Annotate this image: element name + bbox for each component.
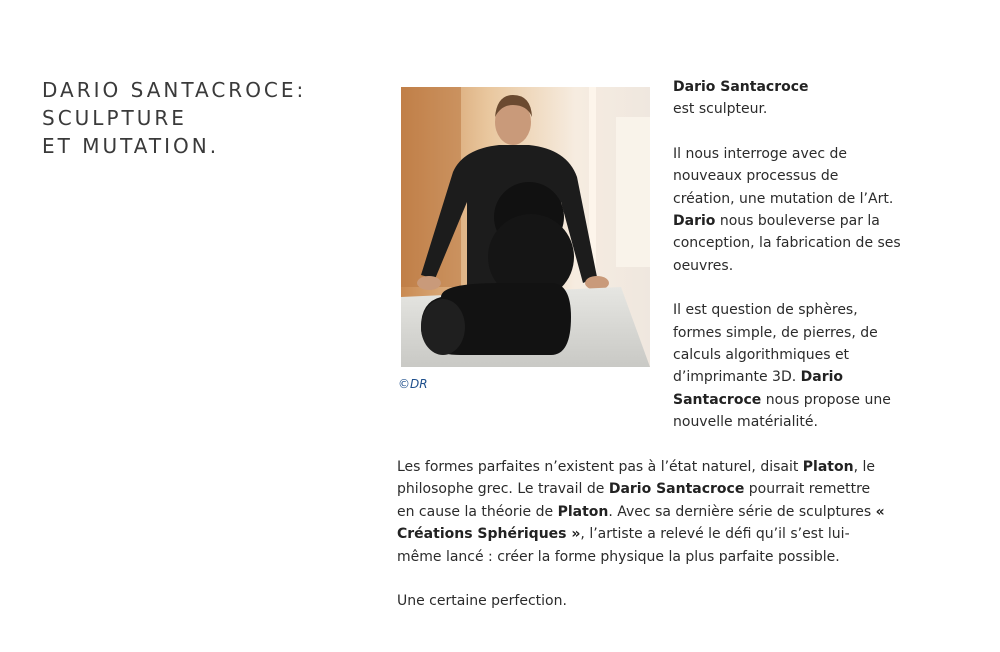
artist-photo bbox=[401, 87, 650, 367]
intro-column bbox=[673, 76, 903, 456]
title-line-1: DARIO SANTACROCE: bbox=[42, 78, 307, 102]
photo-credit: ©DR bbox=[398, 377, 428, 391]
body-paragraph-1: Les formes parfaites n’existent pas à l’état naturel, disait Platon, le philosophe grec. Le travail de Dario Santacroce pourrait remettre en cause la théorie de Platon. Avec sa dernière série de sculptures « Créations Sphériques », l’artiste a relevé le défi qu’il s’est lui-même lancé : créer la forme physique la plus parfaite possible. bbox=[397, 459, 885, 565]
artist-photo-image bbox=[401, 87, 650, 367]
body-text bbox=[397, 456, 887, 634]
title-line-3: ET MUTATION. bbox=[42, 134, 220, 158]
title-line-2: SCULPTURE bbox=[42, 106, 187, 130]
artist-name: Dario Santacroce bbox=[673, 79, 809, 95]
page-title bbox=[42, 76, 306, 160]
intro-paragraph-1: Dario Santacroce est sculpteur. bbox=[673, 79, 809, 118]
intro-paragraph-2: Il nous interroge avec de nouveaux processus de création, une mutation de l’Art. Dario nous bouleverse par la conception, la fabrication de ses oeuvres. bbox=[673, 145, 901, 274]
intro-paragraph-3: Il est question de sphères, formes simple, de pierres, de calculs algorithmiques et d’imprimante 3D. Dario Santacroce nous propose une nouvelle matérialité. bbox=[673, 302, 891, 431]
body-paragraph-2: Une certaine perfection. bbox=[397, 593, 567, 610]
